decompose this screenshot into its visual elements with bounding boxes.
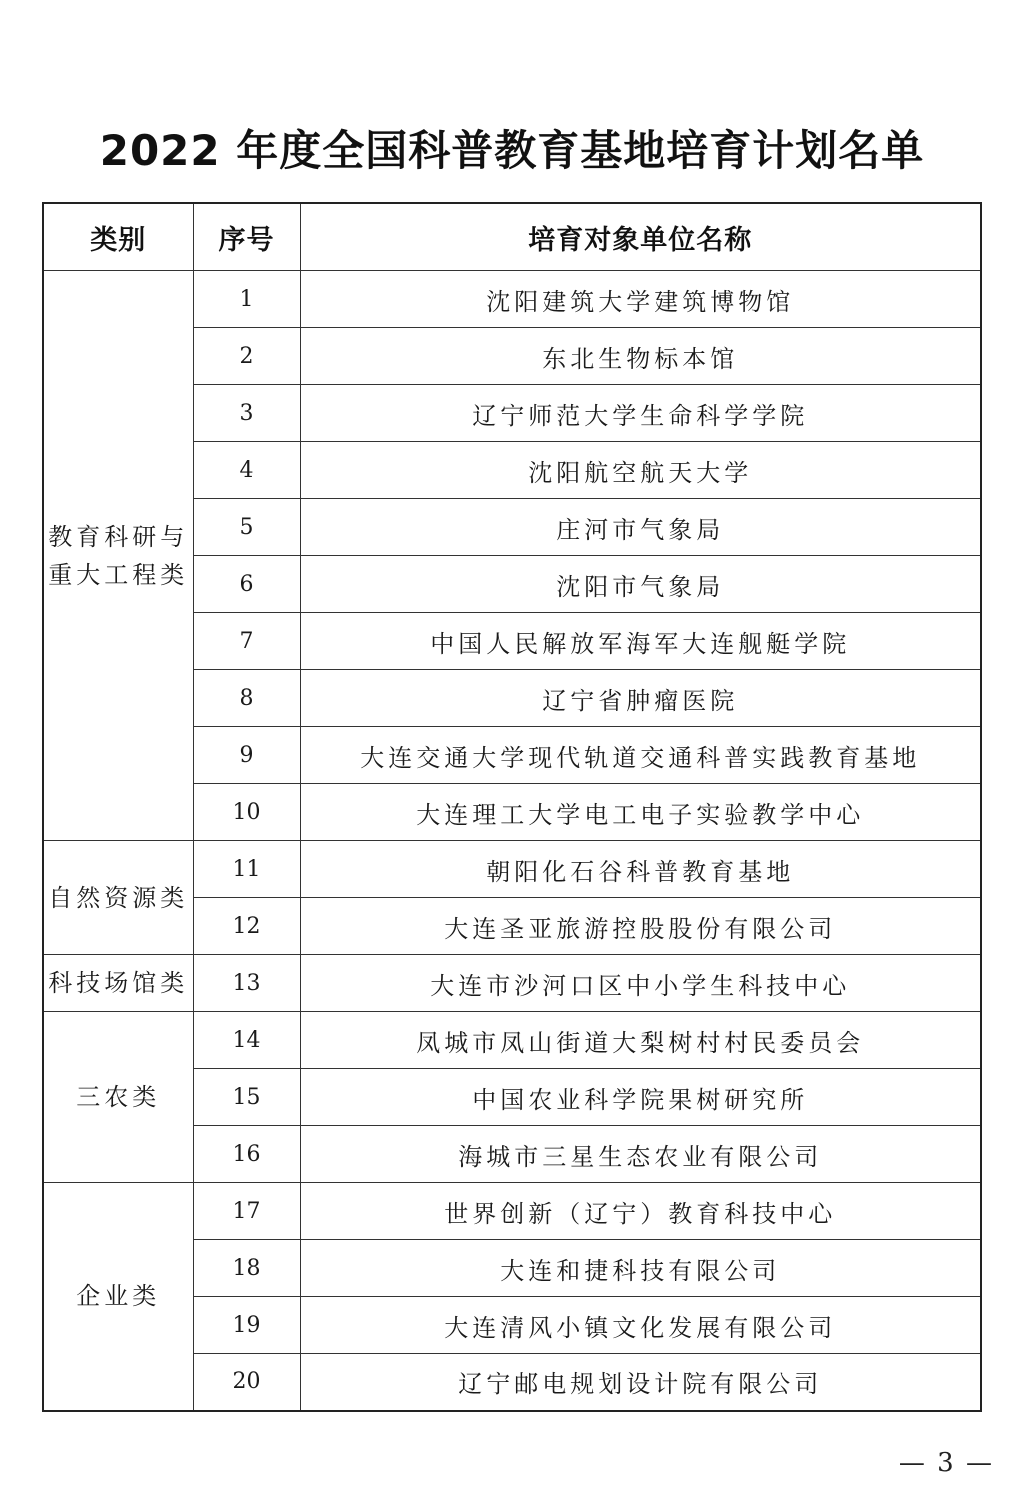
- table-row: [43, 955, 981, 1012]
- category-cell: [43, 1012, 193, 1183]
- seq-cell: 8: [193, 670, 300, 727]
- nursery-list-table: [42, 202, 982, 1412]
- seq-cell: 11: [193, 841, 300, 898]
- unit-name-cell: 沈阳航空航天大学: [300, 442, 981, 499]
- category-label: 重大工程类: [48, 560, 189, 589]
- seq-cell: 13: [193, 955, 300, 1012]
- table-row: [43, 1012, 981, 1069]
- seq-cell: 12: [193, 898, 300, 955]
- unit-name-cell: 世界创新（辽宁）教育科技中心: [300, 1183, 981, 1240]
- table-header-row: [43, 203, 981, 271]
- table-row: [43, 841, 981, 898]
- seq-cell: 10: [193, 784, 300, 841]
- unit-name-cell: 辽宁邮电规划设计院有限公司: [300, 1354, 981, 1411]
- seq-cell: 5: [193, 499, 300, 556]
- table-row: [43, 1183, 981, 1240]
- seq-cell: 18: [193, 1240, 300, 1297]
- unit-name-cell: 大连和捷科技有限公司: [300, 1240, 981, 1297]
- page-title: 2022 年度全国科普教育基地培育计划名单: [99, 126, 925, 175]
- category-cell: [43, 271, 193, 841]
- category-cell: [43, 955, 193, 1012]
- unit-name-cell: 沈阳建筑大学建筑博物馆: [300, 271, 981, 328]
- unit-name-cell: 辽宁省肿瘤医院: [300, 670, 981, 727]
- category-label: 三农类: [76, 1083, 161, 1111]
- category-cell: [43, 1183, 193, 1411]
- seq-cell: 3: [193, 385, 300, 442]
- unit-name-cell: 大连理工大学电工电子实验教学中心: [300, 784, 981, 841]
- seq-cell: 9: [193, 727, 300, 784]
- header-category: 类别: [43, 203, 193, 271]
- header-name: 培育对象单位名称: [300, 203, 981, 271]
- header-seq: 序号: [193, 203, 300, 271]
- seq-cell: 4: [193, 442, 300, 499]
- unit-name-cell: 中国人民解放军海军大连舰艇学院: [300, 613, 981, 670]
- seq-cell: 2: [193, 328, 300, 385]
- unit-name-cell: 中国农业科学院果树研究所: [300, 1069, 981, 1126]
- seq-cell: 19: [193, 1297, 300, 1354]
- page-number: — 3 —: [898, 1448, 994, 1478]
- category-label: 教育科研与: [48, 522, 189, 551]
- category-label: 科技场馆类: [48, 969, 189, 997]
- unit-name-cell: 朝阳化石谷科普教育基地: [300, 841, 981, 898]
- table-body: [43, 271, 981, 1411]
- unit-name-cell: 凤城市凤山街道大梨树村村民委员会: [300, 1012, 981, 1069]
- seq-cell: 17: [193, 1183, 300, 1240]
- unit-name-cell: 沈阳市气象局: [300, 556, 981, 613]
- seq-cell: 6: [193, 556, 300, 613]
- category-label: 企业类: [76, 1282, 161, 1311]
- unit-name-cell: 辽宁师范大学生命科学学院: [300, 385, 981, 442]
- category-label: 自然资源类: [48, 883, 189, 912]
- table-row: [43, 271, 981, 328]
- unit-name-cell: 东北生物标本馆: [300, 328, 981, 385]
- seq-cell: 7: [193, 613, 300, 670]
- unit-name-cell: 海城市三星生态农业有限公司: [300, 1126, 981, 1183]
- category-cell: [43, 841, 193, 955]
- unit-name-cell: 大连市沙河口区中小学生科技中心: [300, 955, 981, 1012]
- unit-name-cell: 大连清风小镇文化发展有限公司: [300, 1297, 981, 1354]
- unit-name-cell: 大连圣亚旅游控股股份有限公司: [300, 898, 981, 955]
- seq-cell: 15: [193, 1069, 300, 1126]
- unit-name-cell: 大连交通大学现代轨道交通科普实践教育基地: [300, 727, 981, 784]
- unit-name-cell: 庄河市气象局: [300, 499, 981, 556]
- seq-cell: 20: [193, 1354, 300, 1411]
- seq-cell: 1: [193, 271, 300, 328]
- seq-cell: 14: [193, 1012, 300, 1069]
- seq-cell: 16: [193, 1126, 300, 1183]
